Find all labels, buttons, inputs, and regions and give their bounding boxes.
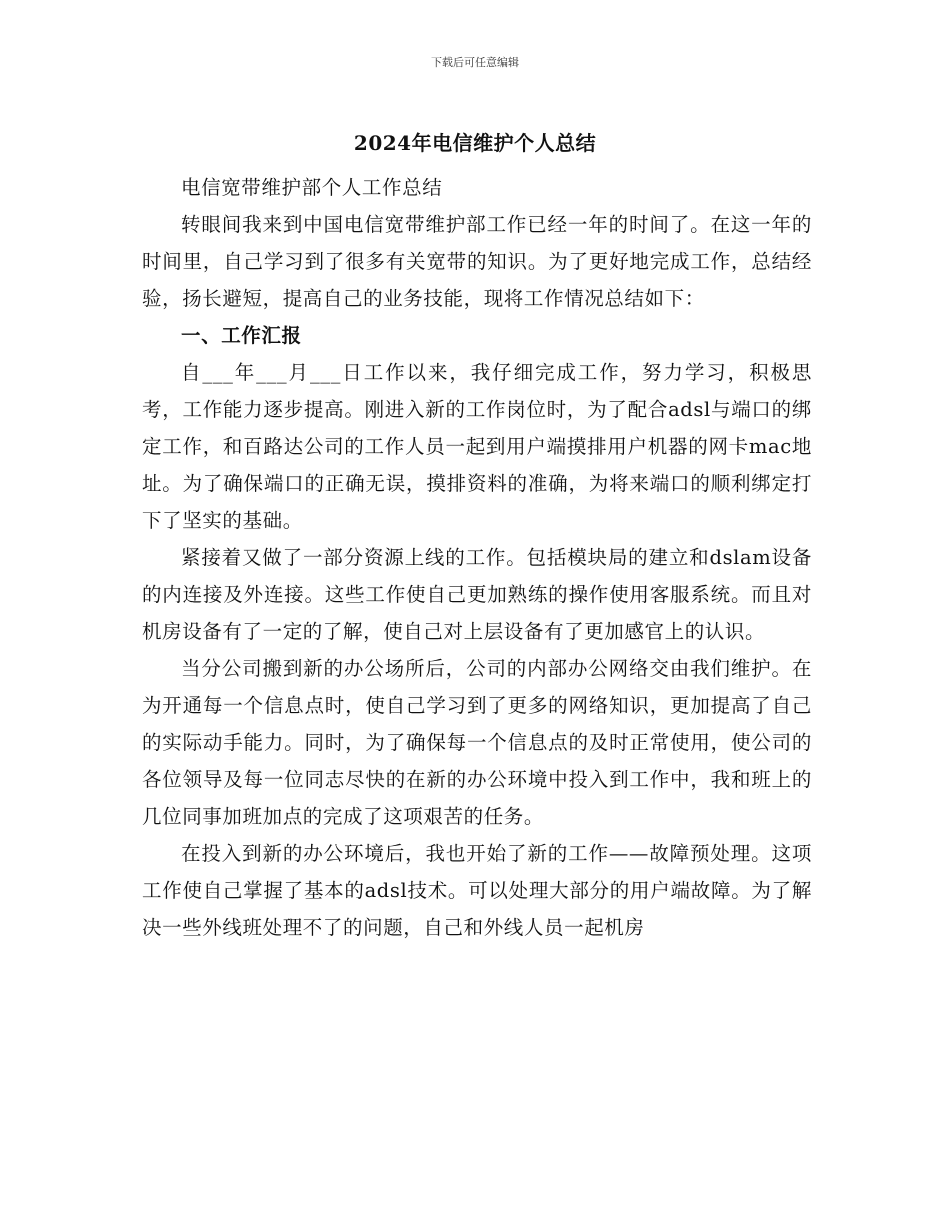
body-paragraph: 当分公司搬到新的办公场所后，公司的内部办公网络交由我们维护。在为开通每一个信息点时，使自己学习到了更多的网络知识，更加提高了自己的实际动手能力。同时，为了确保每一个信息点的及时正常使用，使公司的各位领导及每一位同志尽快的在新的办公环境中投入到工作中，我和班上的几位同事加班加点的完成了这项艰苦的任务。: [142, 657, 812, 828]
document-body: [142, 169, 812, 946]
document-title: 2024年电信维护个人总结: [353, 131, 597, 155]
body-paragraph: 紧接着又做了一部分资源上线的工作。包括模块局的建立和dslam设备的内连接及外连接。这些工作使自己更加熟练的操作使用客服系统。而且对机房设备有了一定的了解，使自己对上层设备有了更加感官上的认识。: [142, 546, 812, 643]
body-paragraph: 在投入到新的办公环境后，我也开始了新的工作——故障预处理。这项工作使自己掌握了基本的adsl技术。可以处理大部分的用户端故障。为了解决一些外线班处理不了的问题，自己和外线人员一起机房: [142, 842, 812, 939]
body-paragraph: 自___年___月___日工作以来，我仔细完成工作，努力学习，积极思考，工作能力逐步提高。刚进入新的工作岗位时，为了配合adsl与端口的绑定工作，和百路达公司的工作人员一起到用户端摸排用户机器的网卡mac地址。为了确保端口的正确无误，摸排资料的准确，为将来端口的顺利绑定打下了坚实的基础。: [142, 361, 812, 532]
intro-paragraph: 转眼间我来到中国电信宽带维护部工作已经一年的时间了。在这一年的时间里，自己学习到了很多有关宽带的知识。为了更好地完成工作，总结经验，扬长避短，提高自己的业务技能，现将工作情况总结如下：: [142, 213, 812, 310]
section-heading: 一、工作汇报: [181, 324, 302, 347]
subtitle-paragraph: 电信宽带维护部个人工作总结: [181, 176, 443, 199]
page-header-note: 下载后可任意编辑: [431, 56, 519, 69]
